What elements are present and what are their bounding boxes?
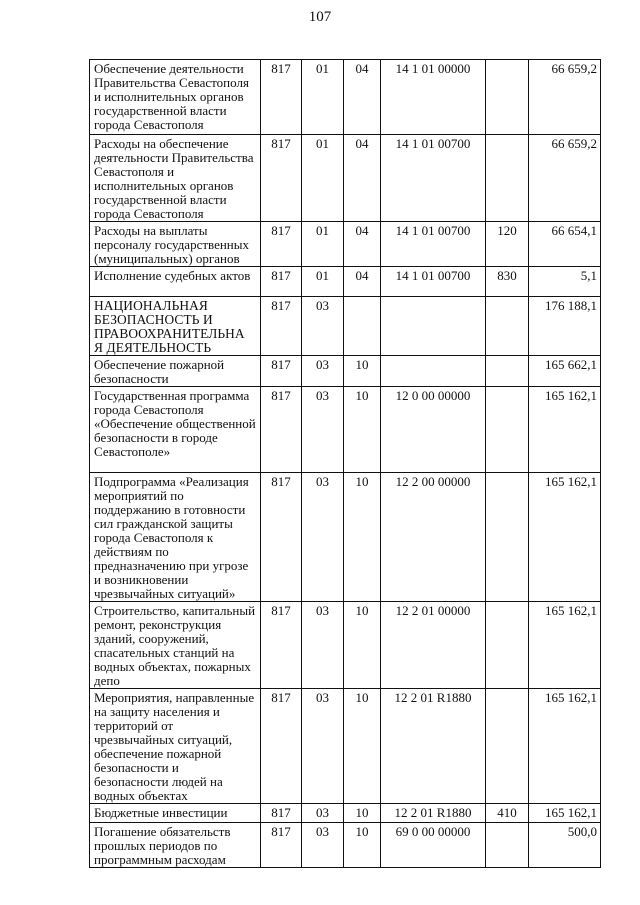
section-code: 01 — [302, 135, 344, 222]
article-code: 12 2 00 00000 — [381, 473, 486, 602]
section-code: 01 — [302, 222, 344, 267]
article-code: 12 0 00 00000 — [381, 387, 486, 473]
ministry-code: 817 — [261, 135, 302, 222]
row-name-cell — [90, 267, 261, 297]
ministry-code: 817 — [261, 473, 302, 602]
row-name: Строительство, капитальный ремонт, реконструкция зданий, сооружений, спасательных станций на водных объектах, пожарных депо — [94, 603, 256, 688]
table-row — [90, 387, 601, 473]
article-code: 69 0 00 00000 — [381, 823, 486, 868]
table-row — [90, 267, 601, 297]
expense-type-code — [486, 823, 529, 868]
article-code — [381, 356, 486, 387]
amount: 66 654,1 — [529, 222, 601, 267]
row-name: Расходы на выплаты персоналу государственных (муниципальных) органов — [94, 223, 250, 266]
subsection-code: 10 — [344, 602, 381, 689]
amount: 165 162,1 — [529, 602, 601, 689]
ministry-code: 817 — [261, 222, 302, 267]
article-code: 14 1 01 00700 — [381, 267, 486, 297]
section-code: 03 — [302, 356, 344, 387]
section-code: 03 — [302, 297, 344, 356]
section-code: 03 — [302, 823, 344, 868]
row-name-cell — [90, 689, 261, 804]
ministry-code: 817 — [261, 267, 302, 297]
expense-type-code: 120 — [486, 222, 529, 267]
amount: 165 162,1 — [529, 804, 601, 823]
amount: 66 659,2 — [529, 60, 601, 135]
ministry-code: 817 — [261, 804, 302, 823]
row-name-cell — [90, 387, 261, 473]
subsection-code: 10 — [344, 356, 381, 387]
table-row — [90, 135, 601, 222]
ministry-code: 817 — [261, 297, 302, 356]
subsection-code — [344, 297, 381, 356]
ministry-code: 817 — [261, 689, 302, 804]
expense-type-code — [486, 602, 529, 689]
section-code: 03 — [302, 473, 344, 602]
expense-type-code — [486, 297, 529, 356]
row-name-cell — [90, 473, 261, 602]
subsection-code: 04 — [344, 60, 381, 135]
row-name-cell — [90, 297, 261, 356]
amount: 165 662,1 — [529, 356, 601, 387]
row-name: Расходы на обеспечение деятельности Правительства Севастополя и исполнительных органов государственной власти города Севастополя — [94, 136, 254, 221]
row-name: Погашение обязательств прошлых периодов по программным расходам — [94, 824, 231, 867]
subsection-code: 04 — [344, 267, 381, 297]
row-name: Подпрограмма «Реализация мероприятий по поддержанию в готовности сил гражданской защиты города Севастополя к действиям по предназначению при угрозе и возникновении чрезвычайных ситуаций» — [94, 474, 249, 601]
row-name: НАЦИОНАЛЬНАЯ БЕЗОПАСНОСТЬ И ПРАВООХРАНИТЕЛЬНА Я ДЕЯТЕЛЬНОСТЬ — [94, 298, 245, 355]
table-row — [90, 473, 601, 602]
amount: 500,0 — [529, 823, 601, 868]
amount: 165 162,1 — [529, 473, 601, 602]
section-code: 01 — [302, 60, 344, 135]
amount: 66 659,2 — [529, 135, 601, 222]
article-code: 14 1 01 00000 — [381, 60, 486, 135]
expense-type-code: 410 — [486, 804, 529, 823]
subsection-code: 10 — [344, 804, 381, 823]
table-row — [90, 222, 601, 267]
expense-type-code — [486, 689, 529, 804]
expense-type-code — [486, 473, 529, 602]
expense-type-code: 830 — [486, 267, 529, 297]
subsection-code: 04 — [344, 135, 381, 222]
row-name-cell — [90, 804, 261, 823]
expense-type-code — [486, 60, 529, 135]
section-code: 01 — [302, 267, 344, 297]
row-name-cell — [90, 222, 261, 267]
ministry-code: 817 — [261, 602, 302, 689]
table-row — [90, 804, 601, 823]
subsection-code: 10 — [344, 823, 381, 868]
amount: 5,1 — [529, 267, 601, 297]
expense-type-code — [486, 356, 529, 387]
section-code: 03 — [302, 602, 344, 689]
table-row — [90, 689, 601, 804]
table-row — [90, 356, 601, 387]
article-code: 12 2 01 R1880 — [381, 804, 486, 823]
ministry-code: 817 — [261, 823, 302, 868]
row-name-cell — [90, 60, 261, 135]
section-code: 03 — [302, 804, 344, 823]
row-name: Обеспечение пожарной безопасности — [94, 357, 225, 386]
subsection-code: 10 — [344, 387, 381, 473]
section-code: 03 — [302, 689, 344, 804]
amount: 165 162,1 — [529, 387, 601, 473]
amount: 176 188,1 — [529, 297, 601, 356]
expense-type-code — [486, 387, 529, 473]
article-code: 12 2 01 00000 — [381, 602, 486, 689]
budget-table — [89, 59, 601, 868]
row-name-cell — [90, 135, 261, 222]
ministry-code: 817 — [261, 60, 302, 135]
article-code: 12 2 01 R1880 — [381, 689, 486, 804]
table-row — [90, 297, 601, 356]
article-code: 14 1 01 00700 — [381, 135, 486, 222]
subsection-code: 04 — [344, 222, 381, 267]
row-name: Мероприятия, направленные на защиту населения и территорий от чрезвычайных ситуаций, обеспечение пожарной безопасности и безопасности людей на водных объектах — [94, 690, 255, 803]
table-row — [90, 823, 601, 868]
amount: 165 162,1 — [529, 689, 601, 804]
section-code: 03 — [302, 387, 344, 473]
row-name-cell — [90, 823, 261, 868]
expense-type-code — [486, 135, 529, 222]
ministry-code: 817 — [261, 387, 302, 473]
row-name-cell — [90, 356, 261, 387]
subsection-code: 10 — [344, 689, 381, 804]
table-row — [90, 60, 601, 135]
row-name: Бюджетные инвестиции — [94, 805, 228, 820]
row-name: Исполнение судебных актов — [94, 268, 251, 283]
page-number: 107 — [308, 9, 332, 25]
article-code: 14 1 01 00700 — [381, 222, 486, 267]
row-name: Обеспечение деятельности Правительства Севастополя и исполнительных органов государственной власти города Севастополя — [94, 61, 249, 132]
subsection-code: 10 — [344, 473, 381, 602]
row-name: Государственная программа города Севастополя «Обеспечение общественной безопасности в городе Севастополе» — [94, 388, 256, 459]
row-name-cell — [90, 602, 261, 689]
table-row — [90, 602, 601, 689]
article-code — [381, 297, 486, 356]
ministry-code: 817 — [261, 356, 302, 387]
